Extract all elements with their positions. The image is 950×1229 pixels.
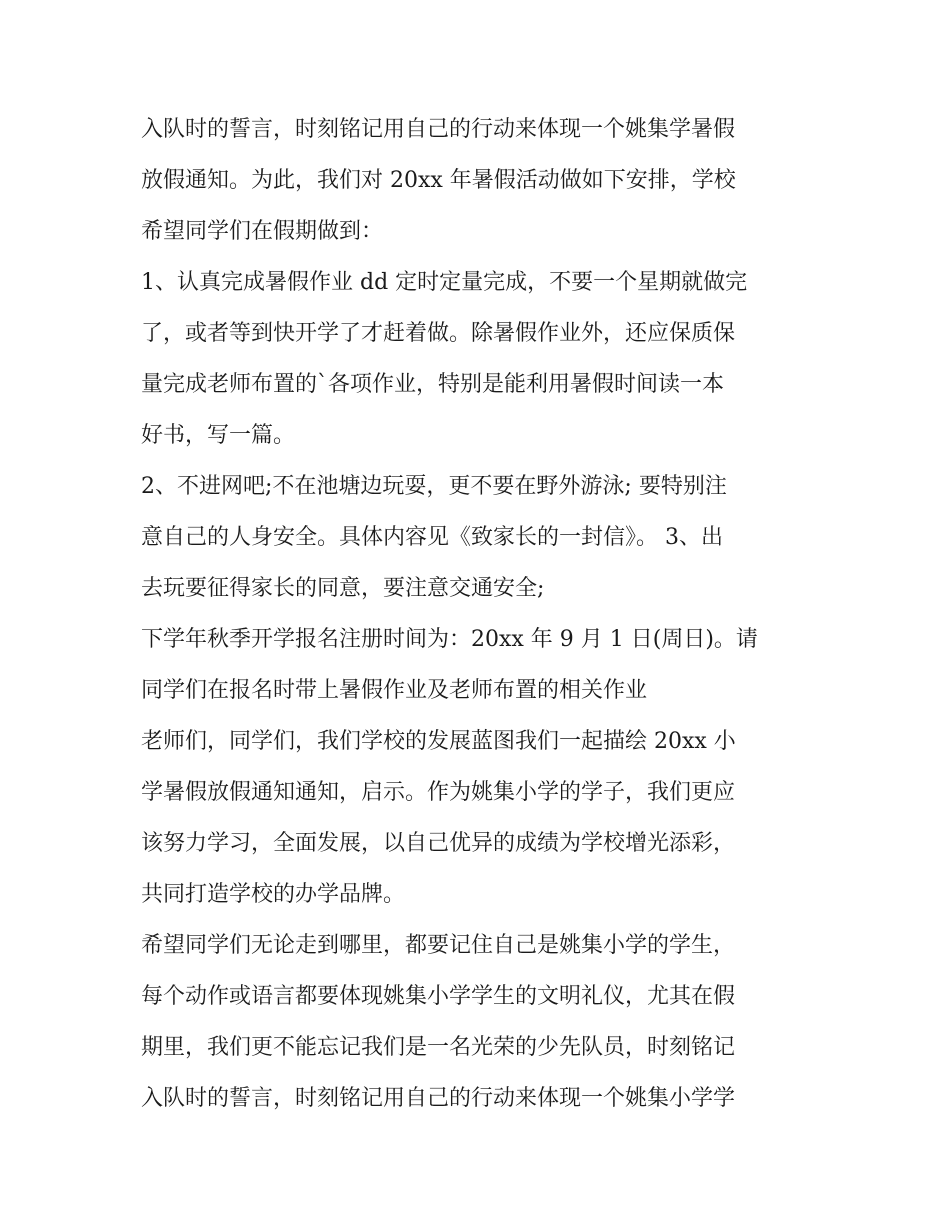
text-line: 去玩要征得家长的同意，要注意交通安全; [141,576,545,601]
text-line: 放假通知。为此，我们对 20xx 年暑假活动做如下安排，学校 [141,168,736,193]
text-line: 学暑假放假通知通知，启示。作为姚集小学的学子，我们更应 [141,780,736,805]
text-line: 量完成老师布置的`各项作业，特别是能利用暑假时间读一本 [141,372,725,397]
text-line: 下学年秋季开学报名注册时间为：20xx 年 9 月 1 日(周日)。请 [141,627,758,652]
text-line: 入队时的誓言，时刻铭记用自己的行动来体现一个姚集学暑假 [141,117,736,142]
text-line: 希望同学们无论走到哪里，都要记住自己是姚集小学的学生， [141,933,736,958]
text-line: 意自己的人身安全。具体内容见《致家长的一封信》。 3、出 [141,525,723,550]
text-line: 共同打造学校的办学品牌。 [141,882,406,907]
text-line: 1、认真完成暑假作业 dd 定时定量完成，不要一个星期就做完 [141,270,748,295]
text-line: 该努力学习，全面发展，以自己优异的成绩为学校增光添彩， [141,831,736,856]
text-line: 每个动作或语言都要体现姚集小学学生的文明礼仪，尤其在假 [141,984,736,1009]
text-line: 入队时的誓言，时刻铭记用自己的行动来体现一个姚集小学学 [141,1086,736,1111]
text-line: 好书，写一篇。 [141,423,296,448]
document-body [141,104,821,1124]
text-line: 老师们，同学们，我们学校的发展蓝图我们一起描绘 20xx 小 [141,729,736,754]
text-line: 希望同学们在假期做到： [141,219,384,244]
text-line: 期里，我们更不能忘记我们是一名光荣的少先队员，时刻铭记 [141,1035,736,1060]
text-line: 同学们在报名时带上暑假作业及老师布置的相关作业 [141,678,648,703]
text-line: 了，或者等到快开学了才赶着做。除暑假作业外，还应保质保 [141,321,736,346]
text-line: 2、不进网吧;不在池塘边玩耍，更不要在野外游泳; 要特别注 [141,474,727,499]
